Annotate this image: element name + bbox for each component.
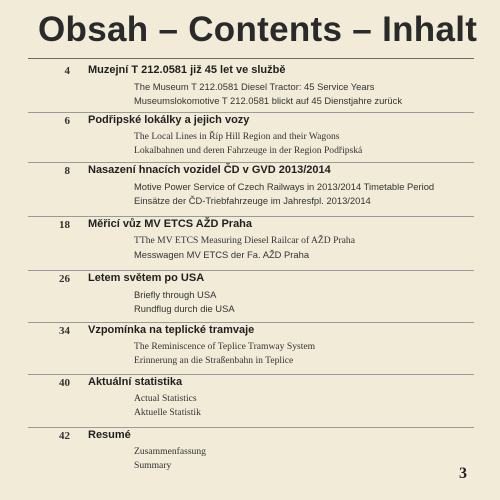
toc-subtitle-de: Einsätze der ČD-Triebfahrzeuge im Jahresfpl. 2013/2014 (134, 195, 371, 206)
title-divider (28, 58, 474, 59)
toc-subtitle-de: Museumslokomotive T 212.0581 blickt auf 45 Dienstjahre zurück (134, 95, 403, 106)
toc-title: Resumé (88, 429, 131, 441)
toc-title: Aktuální statistika (88, 376, 183, 388)
toc-subtitle-en: Briefly through USA (134, 289, 217, 300)
toc-divider (28, 427, 474, 428)
toc-divider (28, 162, 474, 163)
toc-subtitle-de: Rundflug durch die USA (134, 303, 235, 314)
toc-subtitle-en: The Museum T 212.0581 Diesel Tractor: 45 Service Years (134, 81, 375, 92)
toc-subtitle-de: Erinnerung an die Straßenbahn in Teplice (134, 355, 294, 366)
toc-page-number: 34 (59, 325, 70, 337)
toc-subtitle-en: The Local Lines in Říp Hill Region and their Wagons (134, 131, 340, 142)
toc-divider (28, 270, 474, 271)
toc-title: Nasazení hnacích vozidel ČD v GVD 2013/2014 (88, 164, 331, 176)
toc-divider (28, 374, 474, 375)
toc-page-number: 26 (59, 273, 70, 285)
toc-page-number: 4 (64, 65, 70, 77)
toc-subtitle-de: Messwagen MV ETCS der Fa. AŽD Praha (134, 249, 310, 260)
toc-title: Vzpomínka na teplické tramvaje (88, 324, 255, 336)
toc-subtitle-en: The Reminiscence of Teplice Tramway System (134, 341, 316, 352)
toc-page-number: 40 (59, 377, 70, 389)
toc-divider (28, 322, 474, 323)
toc-page-number: 8 (64, 165, 70, 177)
toc-subtitle-en: Actual Statistics (134, 393, 197, 404)
toc-page-number: 6 (64, 115, 70, 127)
toc-title: Podřipské lokálky a jejich vozy (88, 114, 250, 126)
toc-divider (28, 112, 474, 113)
toc-title: Měřicí vůz MV ETCS AŽD Praha (88, 218, 253, 230)
toc-page-number: 18 (59, 219, 70, 231)
toc-subtitle-de: Aktuelle Statistik (134, 407, 201, 418)
toc-page-number: 42 (59, 430, 70, 442)
toc-subtitle-en: TThe MV ETCS Measuring Diesel Railcar of AŽD Praha (134, 235, 355, 246)
toc-divider (28, 216, 474, 217)
toc-title: Letem světem po USA (88, 272, 205, 284)
toc-subtitle-en: Zusammenfassung (134, 446, 206, 457)
toc-subtitle-de: Lokalbahnen und deren Fahrzeuge in der Region Podřipská (134, 145, 363, 156)
toc-subtitle-en: Motive Power Service of Czech Railways in 2013/2014 Timetable Period (134, 181, 435, 192)
toc-title: Muzejní T 212.0581 již 45 let ve službě (88, 64, 286, 76)
toc-subtitle-de: Summary (134, 460, 172, 471)
page-number: 3 (459, 465, 467, 482)
page-title: Obsah – Contents – Inhalt (38, 10, 478, 49)
